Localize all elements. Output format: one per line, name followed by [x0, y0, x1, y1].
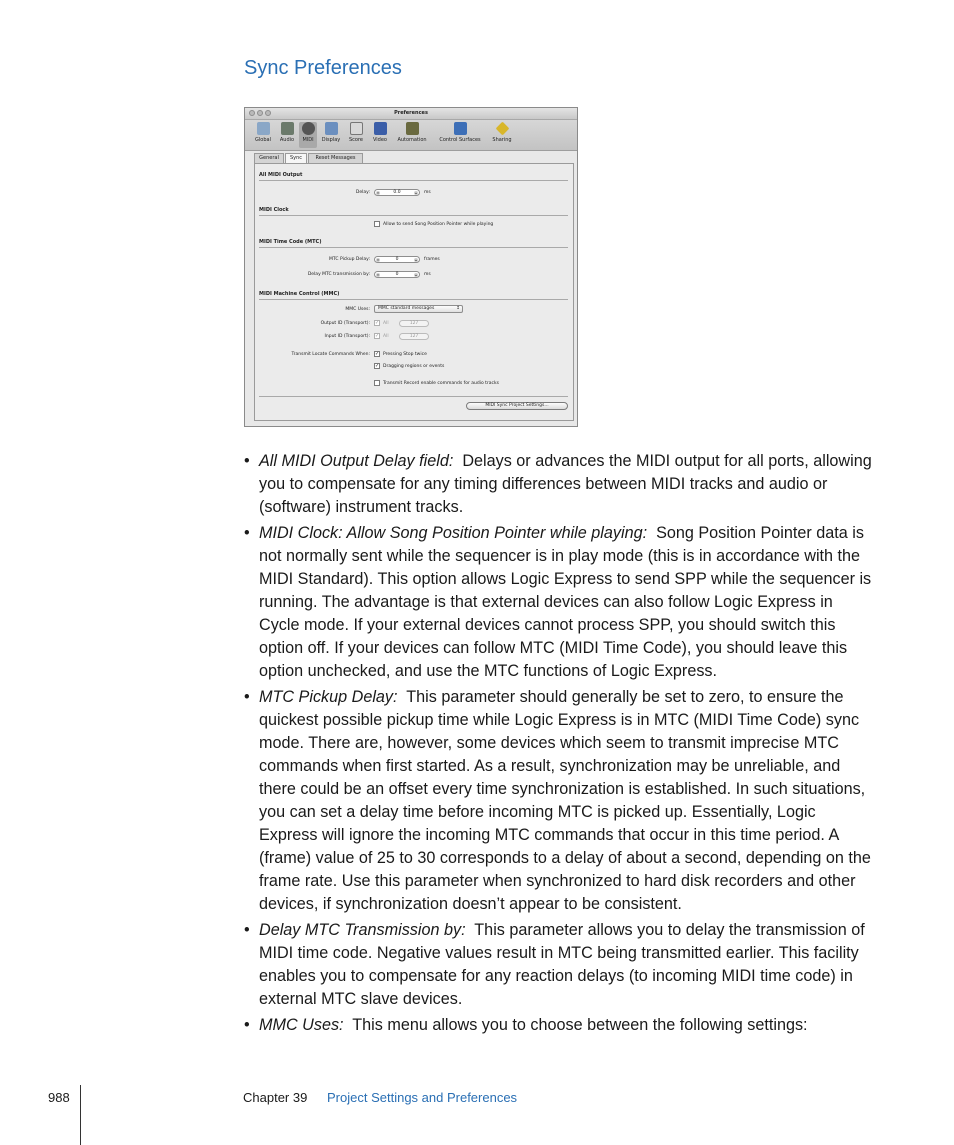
list-item-term: Delay MTC Transmission by:	[259, 921, 466, 939]
increment-arrow-icon: ▴	[415, 258, 417, 262]
divider	[259, 247, 568, 248]
mmc-uses-label: MMC Uses:	[345, 307, 370, 312]
chapter-title-link[interactable]: Project Settings and Preferences	[327, 1090, 518, 1105]
mmc-uses-value: MMC standard messages	[378, 306, 435, 311]
sync-panel	[254, 163, 574, 421]
input-id-field	[399, 333, 429, 340]
toolbar-item-control-surfaces	[434, 122, 486, 143]
list-item	[244, 1014, 874, 1037]
divider	[259, 180, 568, 181]
input-id-all-label: All	[383, 334, 389, 339]
midi-icon	[302, 122, 315, 135]
mtc-transmission-label: Delay MTC transmission by:	[307, 272, 370, 277]
tab-reset-messages: Reset Messages	[308, 153, 363, 163]
toolbar-item-video	[369, 122, 391, 143]
mmc-uses-popup	[374, 305, 463, 313]
display-icon	[325, 122, 338, 135]
bullet-icon: •	[244, 1016, 250, 1034]
section-all-midi-output: All MIDI Output	[259, 172, 303, 178]
section-mmc: MIDI Machine Control (MMC)	[259, 291, 340, 297]
toolbar-label: Sharing	[492, 137, 512, 143]
audio-icon	[281, 122, 294, 135]
score-icon	[350, 122, 363, 135]
midi-sync-project-settings-button: MIDI Sync Project Settings...	[466, 402, 568, 410]
page-heading: Sync Preferences	[244, 57, 402, 79]
toolbar-label: Display	[321, 137, 341, 143]
output-id-field	[399, 320, 429, 327]
list-item-text: This menu allows you to choose between the following settings:	[352, 1016, 808, 1034]
control-surfaces-icon	[454, 122, 467, 135]
toolbar-item-global	[250, 122, 276, 143]
preferences-window-screenshot	[244, 107, 578, 427]
list-item	[244, 522, 874, 683]
output-id-all-label: All	[383, 321, 389, 326]
toolbar-item-display	[319, 122, 343, 143]
bullet-icon: •	[244, 688, 250, 706]
list-item-term: MIDI Clock: Allow Song Position Pointer while playing:	[259, 524, 648, 542]
mtc-transmission-unit: ms	[424, 272, 431, 277]
toolbar-label: Video	[372, 137, 387, 143]
spp-checkbox-label: Allow to send Song Position Pointer while playing	[383, 222, 494, 227]
bullet-icon: •	[244, 452, 250, 470]
list-item	[244, 450, 874, 519]
decrement-arrow-icon: ▾	[377, 273, 379, 277]
decrement-arrow-icon: ▾	[377, 191, 379, 195]
tab-general: General	[254, 153, 284, 163]
video-icon	[374, 122, 387, 135]
output-id-all-checkbox: ✓	[375, 320, 380, 326]
page-number: 988	[48, 1090, 70, 1105]
list-item-text: This parameter allows you to delay the transmission of MIDI time code. Negative values result in MTC being transmitted earlier. This facility enables you to compensate for any reaction delays (to incoming MIDI time code) in external MTC slave devices.	[259, 921, 865, 1008]
pressing-stop-checkbox: ✓	[375, 351, 380, 357]
section-mtc: MIDI Time Code (MTC)	[259, 239, 322, 245]
delay-unit: ms	[424, 190, 431, 195]
toolbar-item-audio	[276, 122, 298, 143]
delay-value: 0.0	[393, 190, 401, 195]
increment-arrow-icon: ▴	[415, 273, 417, 277]
toolbar-label: Score	[348, 137, 363, 143]
divider	[259, 396, 568, 397]
toolbar-item-midi	[299, 122, 317, 148]
parameter-list	[244, 450, 874, 1040]
record-enable-label: Transmit Record enable commands for audio tracks	[383, 381, 499, 386]
mtc-pickup-unit: frames	[424, 257, 440, 262]
list-item-text: Song Position Pointer data is not normally sent while the sequencer is in play mode (this is in accordance with the MIDI Standard). This option allows Logic Express to send SPP while the sequencer is running. The advantage is that external devices can also follow Logic Express in Cycle mode. If your external devices cannot process SPP, you should switch this option off. If your devices can follow MTC (MIDI Time Code), you should leave this option unchecked, and use the MTC functions of Logic Express.	[259, 524, 872, 680]
toolbar-label: Global	[255, 137, 271, 143]
dragging-regions-label: Dragging regions or events	[383, 364, 445, 369]
increment-arrow-icon: ▴	[415, 191, 417, 195]
mtc-transmission-value: 0	[395, 272, 399, 277]
toolbar-item-score	[345, 122, 367, 143]
toolbar-item-sharing	[489, 122, 515, 143]
output-id-value: 127	[409, 321, 419, 326]
dragging-regions-checkbox: ✓	[375, 363, 380, 369]
preferences-toolbar	[245, 120, 577, 151]
automation-icon	[406, 122, 419, 135]
list-item-term: All MIDI Output Delay field:	[259, 452, 454, 470]
tab-sync: Sync	[285, 153, 307, 163]
input-id-label: Input ID (Transport):	[324, 334, 370, 339]
bullet-icon: •	[244, 921, 250, 939]
mtc-transmission-field	[374, 271, 420, 278]
record-enable-checkbox	[374, 380, 380, 386]
global-icon	[257, 122, 270, 135]
sharing-icon	[495, 122, 509, 136]
section-midi-clock: MIDI Clock	[259, 207, 289, 213]
list-item-term: MTC Pickup Delay:	[259, 688, 398, 706]
divider	[259, 299, 568, 300]
bullet-icon: •	[244, 524, 250, 542]
toolbar-label: Automation	[397, 137, 427, 143]
list-item-text: This parameter should generally be set to zero, to ensure the quickest possible pickup time while Logic Express is in MTC (MIDI Time Code) sync mode. There are, however, some devices which seem to transmit imprecise MTC commands when first started. As a result, synchronization may be unreliable, and there could be an offset every time synchronization is established. In such situations, you can set a delay time before incoming MTC is picked up. Essentially, Logic Express will ignore the incoming MTC commands that occur in this time period. A (frame) value of 25 to 30 corresponds to a delay of about a second, depending on the frame rate. Use this parameter when synchronized to hard disk recorders and other devices, if synchronization doesn’t appear to be consistent.	[259, 688, 871, 913]
list-item-text: Delays or advances the MIDI output for all ports, allowing you to compensate for any timing differences between MIDI tracks and audio or (software) instrument tracks.	[259, 452, 872, 516]
toolbar-label: MIDI	[302, 137, 314, 143]
title-bar	[245, 108, 577, 120]
popup-arrows-icon: ↕	[456, 306, 460, 311]
mtc-pickup-field	[374, 256, 420, 263]
toolbar-label: Control Surfaces	[439, 137, 481, 143]
delay-label: Delay:	[355, 190, 370, 195]
delay-field	[374, 189, 420, 196]
mtc-pickup-label: MTC Pickup Delay:	[329, 257, 370, 262]
toolbar-item-automation	[393, 122, 431, 143]
list-item-term: MMC Uses:	[259, 1016, 344, 1034]
input-id-all-checkbox: ✓	[375, 333, 380, 339]
input-id-value: 127	[409, 334, 419, 339]
decrement-arrow-icon: ▾	[377, 258, 379, 262]
list-item	[244, 686, 874, 916]
spp-checkbox	[374, 221, 380, 227]
pressing-stop-label: Pressing Stop twice	[383, 352, 427, 357]
window-title: Preferences	[394, 110, 428, 116]
chapter-label: Chapter 39	[243, 1090, 308, 1105]
mtc-pickup-value: 0	[395, 257, 399, 262]
list-item	[244, 919, 874, 1011]
toolbar-label: Audio	[279, 137, 295, 143]
divider	[259, 215, 568, 216]
footer-divider	[80, 1085, 81, 1145]
output-id-label: Output ID (Transport):	[320, 321, 370, 326]
transmit-locate-label: Transmit Locate Commands When:	[291, 352, 370, 357]
